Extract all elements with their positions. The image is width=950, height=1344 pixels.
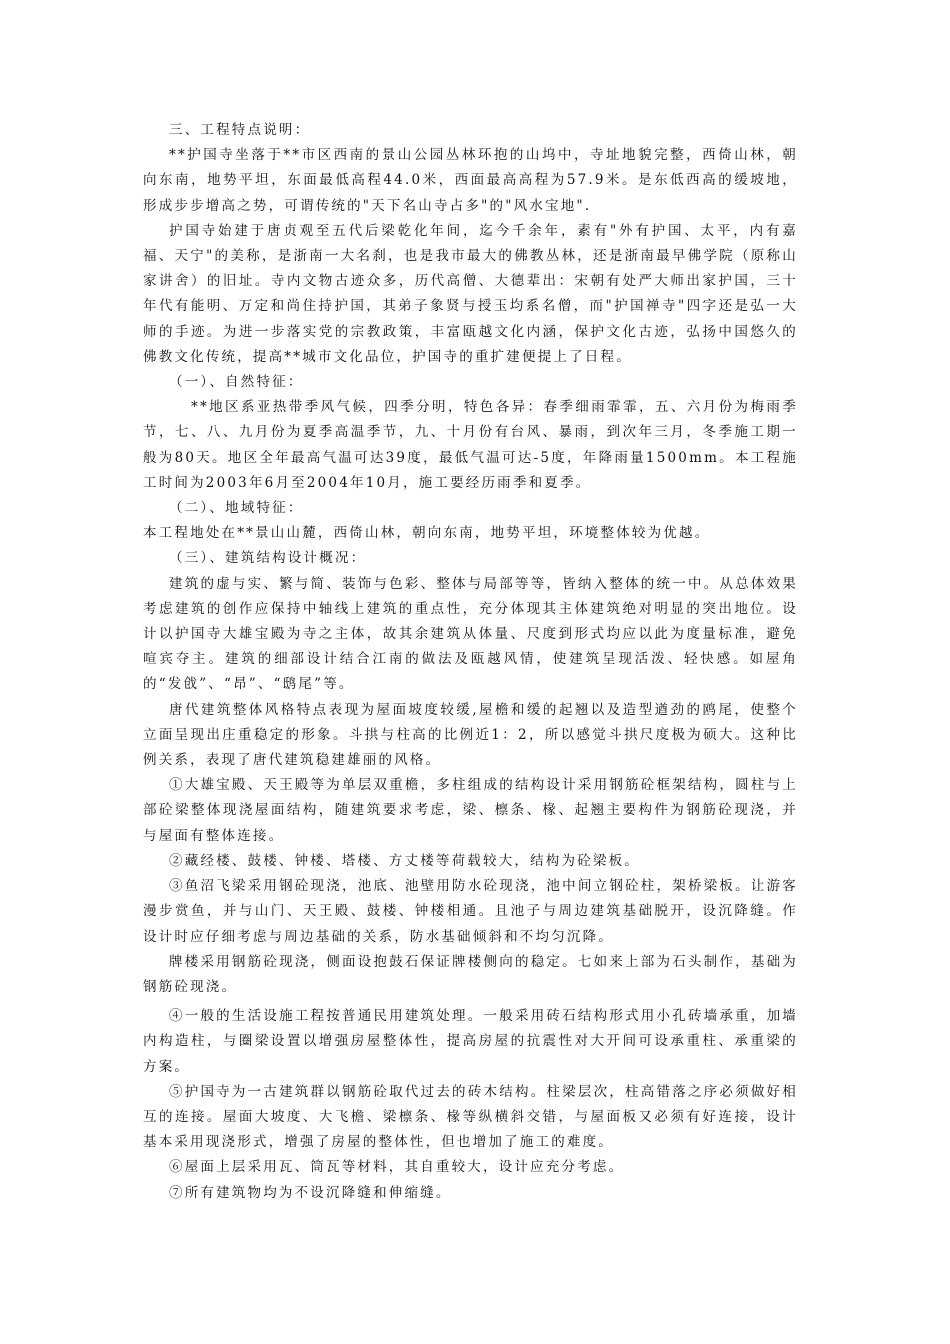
section-heading: 三、工程特点说明： — [169, 122, 311, 138]
list-item-6: ⑥屋面上层采用瓦、筒瓦等材料，其自重较大，设计应充分考虑。 — [169, 1159, 625, 1176]
document-page — [143, 118, 798, 1206]
subsection-heading-natural: （一）、自然特征： — [169, 374, 304, 391]
paragraph-climate: **地区系亚热带季风气候，四季分明，特色各异：春季细雨霏霏，五、六月份为梅雨季节，七、八、九月份为夏季高温季节，九、十月份有台风、暴雨，到次年三月，冬季施工期一般为80天。地区全年最高气温可达39度，最低气温可达-5度，年降雨量1500mm。本工程施工时间为2003年6月至2004年10月，施工要经历雨季和夏季。 — [143, 399, 798, 491]
list-item-5: ⑤护国寺为一古建筑群以钢筋砼取代过去的砖木结构。柱梁层次，柱高错落之序必须做好相互的连接。屋面大坡度、大飞檐、梁檩条、椽等纵横斜交错，与屋面板又必须有好连接，设计基本采用现浇形式，增强了房屋的整体性，但也增加了施工的难度。 — [143, 1083, 798, 1151]
list-item-1: ①大雄宝殿、天王殿等为单层双重檐，多柱组成的结构设计采用钢筋砼框架结构，圆柱与上部砼梁整体现浇屋面结构，随建筑要求考虑，梁、檩条、椽、起翘主要构件为钢筋砼现浇，并与屋面有整体连接。 — [143, 777, 798, 844]
paragraph-history: 护国寺始建于唐贞观至五代后梁乾化年间，迄今千余年，素有"外有护国、太平，内有嘉福、天宁"的美称，是浙南一大名刹，也是我市最大的佛教丛林，还是浙南最早佛学院（原称山家讲舍）的旧址。寺内文物古迹众多，历代高僧、大德辈出：宋朝有处严大师出家护国，三十年代有能明、万定和尚住持护国，其弟子象贤与授玉均系名僧，而"护国禅寺"四字还是弘一大师的手迹。为进一步落实党的宗教政策，丰富瓯越文化内涵，保护文化古迹，弘扬中国悠久的佛教文化传统，提高**城市文化品位，护国寺的重扩建便提上了日程。 — [143, 222, 798, 365]
list-item-4: ④一般的生活设施工程按普通民用建筑处理。一般采用砖石结构形式用小孔砖墙承重，加墙内构造柱，与圈梁设置以增强房屋整体性，提高房屋的抗震性对大开间可设承重柱、承重梁的方案。 — [143, 1008, 798, 1075]
list-item-3: ③鱼沼飞梁采用钢砼现浇，池底、池壁用防水砼现浇，池中间立钢砼柱，架桥梁板。让游客漫步赏鱼，并与山门、天王殿、鼓楼、钟楼相通。且池子与周边建筑基础脱开，设沉降缝。作设计时应仔细考虑与周边基础的关系，防水基础倾斜和不均匀沉降。 — [143, 878, 798, 945]
subsection-heading-region: （二）、地域特征： — [169, 500, 304, 517]
list-item-7: ⑦所有建筑物均为不设沉降缝和伸缩缝。 — [169, 1184, 452, 1201]
subsection-heading-design: （三）、建筑结构设计概况： — [169, 550, 367, 567]
paragraph-region: 本工程地处在**景山山麓，西倚山林，朝向东南，地势平坦，环境整体较为优越。 — [143, 525, 711, 542]
paragraph-tang-style: 唐代建筑整体风格特点表现为屋面坡度较缓,屋檐和缓的起翘以及造型遒劲的鸥尾，使整个立面呈现出庄重稳定的形象。斗拱与柱高的比例近1：2，所以感觉斗拱尺度极为硕大。这种比例关系，表现了唐代建筑稳建雄丽的风格。 — [143, 701, 798, 769]
paragraph-archway: 牌楼采用钢筋砼现浇，侧面设抱鼓石保证牌楼侧向的稳定。七如来上部为石头制作，基础为钢筋砼现浇。 — [143, 953, 798, 995]
paragraph-design-overview: 建筑的虚与实、繁与简、装饰与色彩、整体与局部等等，皆纳入整体的统一中。从总体效果考虑建筑的创作应保持中轴线上建筑的重点性，充分体现其主体建筑绝对明显的突出地位。设计以护国寺大雄宝殿为寺之主体，故其余建筑从体量、尺度到形式均应以此为度量标准，避免喧宾夺主。建筑的细部设计结合江南的做法及瓯越风情，使建筑呈现活泼、轻快感。如屋角的“发戗”、“昂”、“鸱尾”等。 — [143, 575, 798, 693]
list-item-2: ②藏经楼、鼓楼、钟楼、塔楼、方丈楼等荷载较大，结构为砼梁板。 — [169, 852, 640, 869]
paragraph-location: **护国寺坐落于**市区西南的景山公园丛林环抱的山坞中，寺址地貌完整，西倚山林，朝向东南，地势平坦，东面最低高程44.0米，西面最高高程为57.9米。是东低西高的缓坡地，形成步步增高之势，可谓传统的"天下名山寺占多"的"风水宝地". — [143, 147, 798, 214]
